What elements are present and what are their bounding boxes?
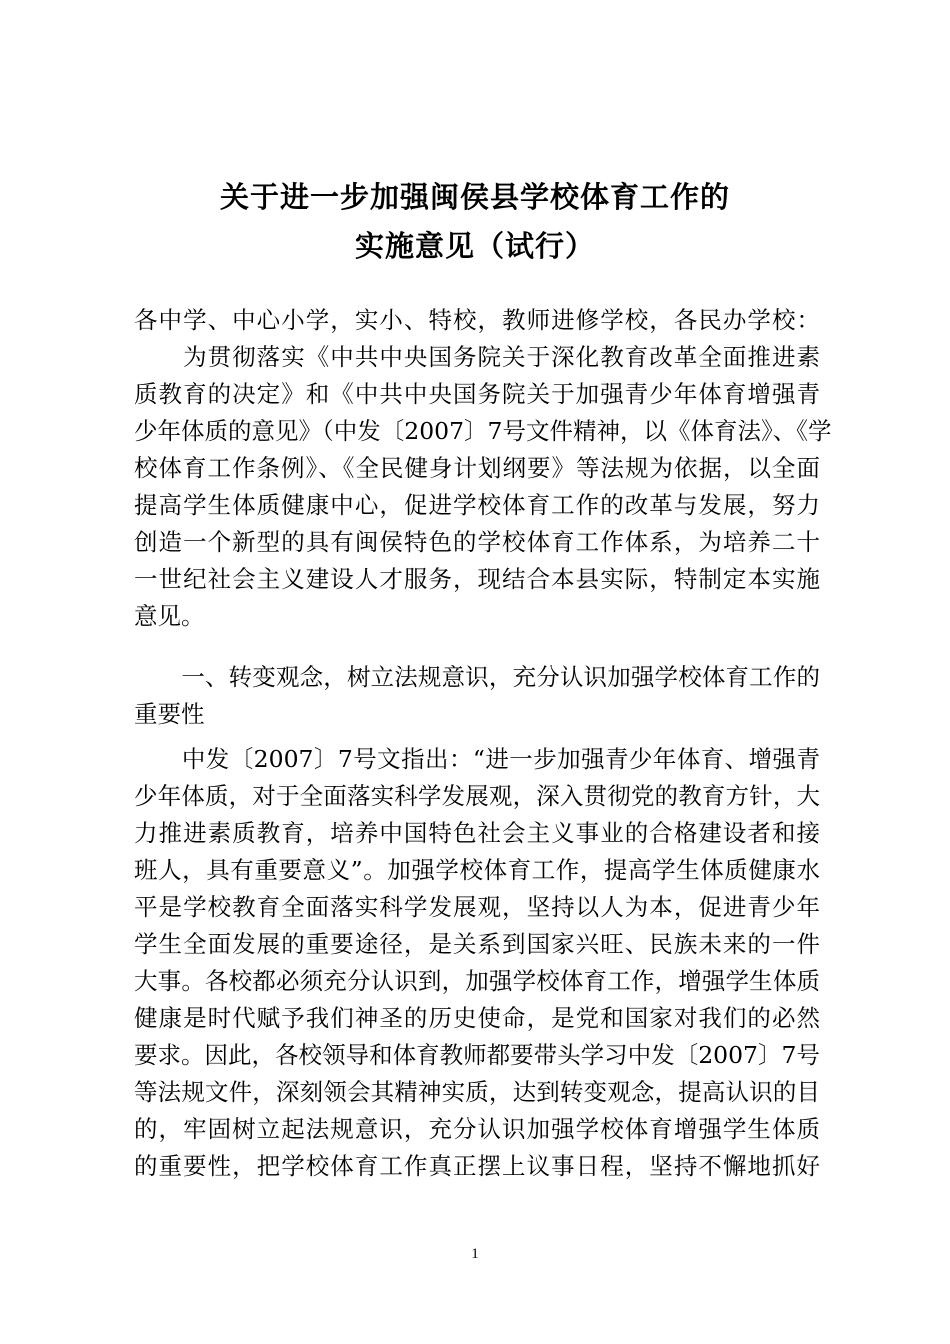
body-line: 各中学、中心小学，实小、特校，教师进修学校，各民办学校： (134, 306, 820, 334)
body-line: 健康是时代赋予我们神圣的历史使命，是党和国家对我们的必然 (134, 1004, 820, 1032)
body-line: 等法规文件，深刻领会其精神实质，达到转变观念，提高认识的目 (134, 1078, 820, 1106)
document-title-line-2: 实施意见（试行） (354, 229, 595, 263)
body-line: 少年体质，对于全面落实科学发展观，深入贯彻党的教育方针，大 (134, 782, 820, 810)
body-line: 创造一个新型的具有闽侯特色的学校体育工作体系，为培养二十 (134, 528, 820, 556)
body-line: 中发〔2007〕7号文指出：“进一步加强青少年体育、增强青 (134, 745, 820, 773)
body-line: 提高学生体质健康中心，促进学校体育工作的改革与发展，努力 (134, 491, 820, 519)
body-line: 要求。因此，各校领导和体育教师都要带头学习中发〔2007〕7号 (134, 1041, 820, 1069)
body-line: 为贯彻落实《中共中央国务院关于深化教育改革全面推进素 (134, 343, 820, 371)
body-line: 意见。 (134, 602, 205, 630)
body-line: 学生全面发展的重要途径，是关系到国家兴旺、民族未来的一件 (134, 930, 820, 958)
body-line: 校体育工作条例》、《全民健身计划纲要》等法规为依据，以全面 (134, 454, 820, 482)
body-line: 的，牢固树立起法规意识，充分认识加强学校体育增强学生体质 (134, 1115, 820, 1143)
body-line: 质教育的决定》和《中共中央国务院关于加强青少年体育增强青 (134, 380, 820, 408)
body-line: 一世纪社会主义建设人才服务，现结合本县实际，特制定本实施 (134, 565, 820, 593)
body-line: 的重要性，把学校体育工作真正摆上议事日程，坚持不懈地抓好 (134, 1152, 820, 1180)
section-heading-line: 重要性 (134, 700, 205, 728)
body-line: 班人，具有重要意义”。加强学校体育工作，提高学生体质健康水 (134, 856, 820, 884)
document-title-line-1: 关于进一步加强闽侯县学校体育工作的 (219, 180, 730, 214)
body-line: 平是学校教育全面落实科学发展观，坚持以人为本，促进青少年 (134, 893, 820, 921)
body-line: 大事。各校都必须充分认识到，加强学校体育工作，增强学生体质 (134, 967, 820, 995)
body-line: 力推进素质教育，培养中国特色社会主义事业的合格建设者和接 (134, 819, 820, 847)
body-line: 少年体质的意见》（中发〔2007〕7号文件精神，以《体育法》、《学 (134, 417, 832, 445)
section-heading-line: 一、转变观念，树立法规意识，充分认识加强学校体育工作的 (134, 663, 820, 691)
page-number: 1 (471, 1246, 479, 1262)
